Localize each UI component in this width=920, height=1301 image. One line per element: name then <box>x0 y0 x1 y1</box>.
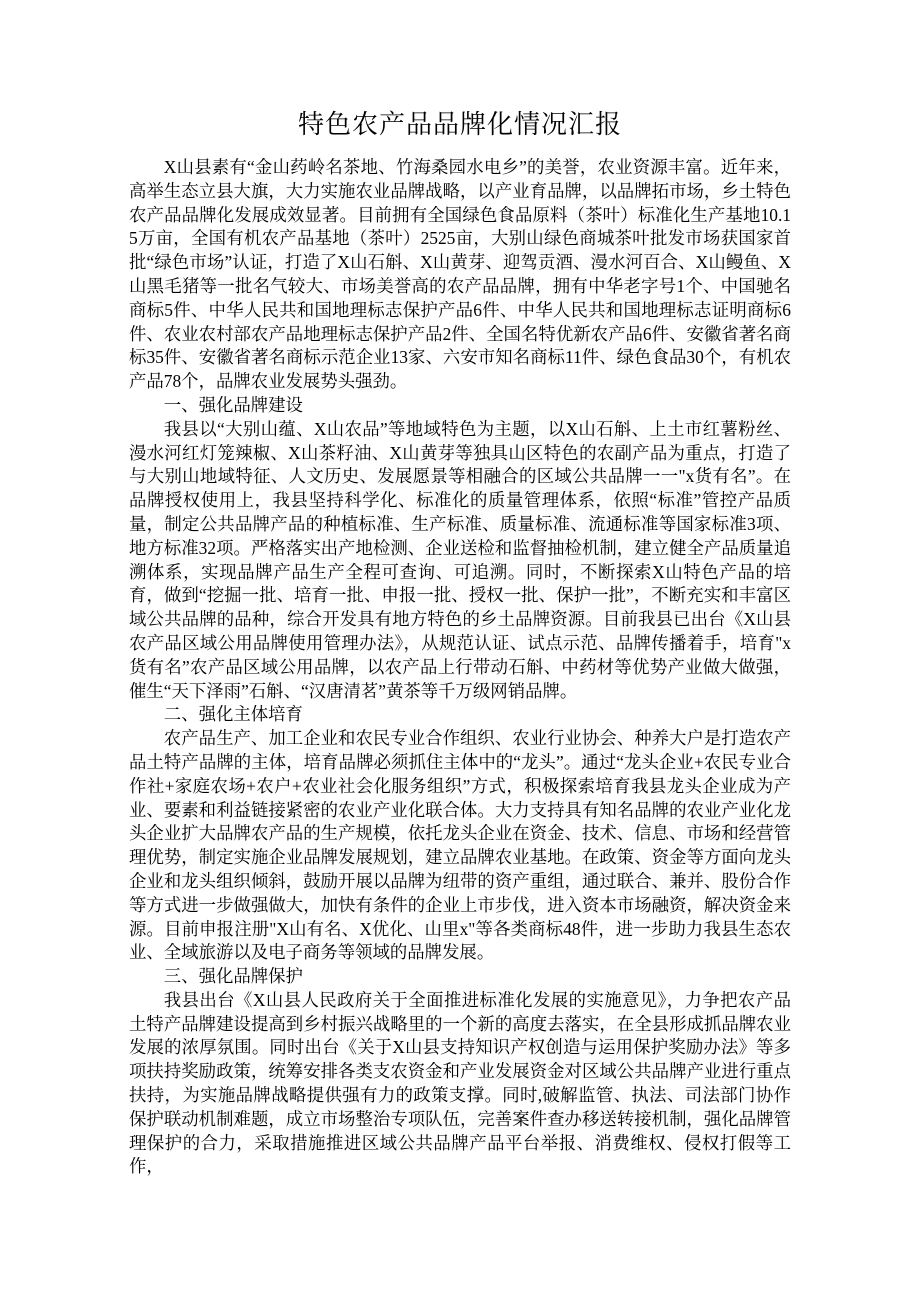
section-heading-brand-protection: 三、强化品牌保护 <box>163 966 303 987</box>
section-body-entity-cultivation: 农产品生产、加工企业和农民专业合作组织、农业行业协会、种养大户是打造农产品土特产品牌的主体，培育品牌必须抓住主体中的“龙头”。通过“龙头企业+农民专业合作社+家庭农场+农户+农业社会化服务组织”方式，积极探索培育我县龙头企业成为产业、要素和利益链接紧密的农业产业化联合体。大力支持具有知名品牌的农业产业化龙头企业扩大品牌农产品的生产规模，依托龙头企业在资金、技术、信息、市场和经营管理优势，制定实施企业品牌发展规划，建立品牌农业基地。在政策、资金等方面向龙头企业和龙头组织倾斜，鼓励开展以品牌为纽带的资产重组，通过联合、兼并、股份合作等方式进一步做强做大，加快有条件的企业上市步伐，进入资本市场融资，解决资金来源。目前申报注册"X山有名、X优化、山里x"等各类商标48件，进一步助力我县生态农业、全域旅游以及电子商务等领域的品牌发展。 <box>129 728 791 963</box>
intro-paragraph: X山县素有“金山药岭名茶地、竹海桑园水电乡”的美誉，农业资源丰富。近年来，高举生态立县大旗，大力实施农业品牌战略，以产业育品牌，以品牌拓市场，乡土特色农产品品牌化发展成效显著。目前拥有全国绿色食品原料（茶叶）标准化生产基地10.15万亩，全国有机农产品基地（茶叶）2525亩，大别山绿色商城茶叶批发市场获国家首批“绿色市场”认证，打造了X山石斛、X山黄芽、迎驾贡酒、漫水河百合、X山鳗鱼、X山黑毛猪等一批名气较大、市场美誉高的农产品品牌，拥有中华老字号1个、中国驰名商标5件、中华人民共和国地理标志保护产品6件、中华人民共和国地理标志证明商标6件、农业农村部农产品地理标志保护产品2件、全国名特优新农产品6件、安徽省著名商标35件、安徽省著名商标示范企业13家、六安市知名商标11件、绿色食品30个，有机农产品78个，品牌农业发展势头强劲。 <box>129 157 791 392</box>
section-body-brand-protection: 我县出台《X山县人民政府关于全面推进标准化发展的实施意见》，力争把农产品土特产品牌建设提高到乡村振兴战略里的一个新的高度去落实，在全县形成抓品牌农业发展的浓厚氛围。同时出台《关于X山县支持知识产权创造与运用保护奖励办法》等多项扶持奖励政策，统筹安排各类支农资金和产业发展资金对区域公共品牌产业进行重点扶持，为实施品牌战略提供强有力的政策支撑。同时,破解监管、执法、司法部门协作保护联动机制难题，成立市场整治专项队伍，完善案件查办移送转接机制，强化品牌管理保护的合力，采取措施推进区域公共品牌产品平台举报、消费维权、侵权打假等工作， <box>129 989 791 1177</box>
document-title: 特色农产品品牌化情况汇报 <box>297 110 622 139</box>
section-heading-brand-building: 一、强化品牌建设 <box>163 394 303 415</box>
section-body-brand-building: 我县以“大别山蕴、X山农品”等地域特色为主题，以X山石斛、上土市红薯粉丝、漫水河红灯笼辣椒、X山茶籽油、X山黄芽等独具山区特色的农副产品为重点，打造了与大别山地域特征、人文历史、发展愿景等相融合的区域公共品牌一一"x货有名”。在品牌授权使用上，我县坚持科学化、标准化的质量管理体系，依照“标准”管控产品质量，制定公共品牌产品的种植标准、生产标准、质量标准、流通标准等国家标准3项、地方标准32项。严格落实出产地检测、企业送检和监督抽检机制，建立健全产品质量追溯体系，实现品牌产品生产全程可查询、可追溯。同时，不断探索X山特色产品的培育，做到“挖掘一批、培育一批、申报一批、授权一批、保护一批”，不断充实和丰富区域公共品牌的品种，综合开发具有地方特色的乡土品牌资源。目前我县已出台《X山县农产品区域公用品牌使用管理办法》，从规范认证、试点示范、品牌传播着手，培育"x货有名”农产品区域公用品牌，以农产品上行带动石斛、中药材等优势产业做大做强，催生“天下泽雨”石斛、“汉唐清茗”黄茶等千万级网销品牌。 <box>129 418 791 701</box>
section-heading-entity-cultivation: 二、强化主体培育 <box>163 704 303 725</box>
